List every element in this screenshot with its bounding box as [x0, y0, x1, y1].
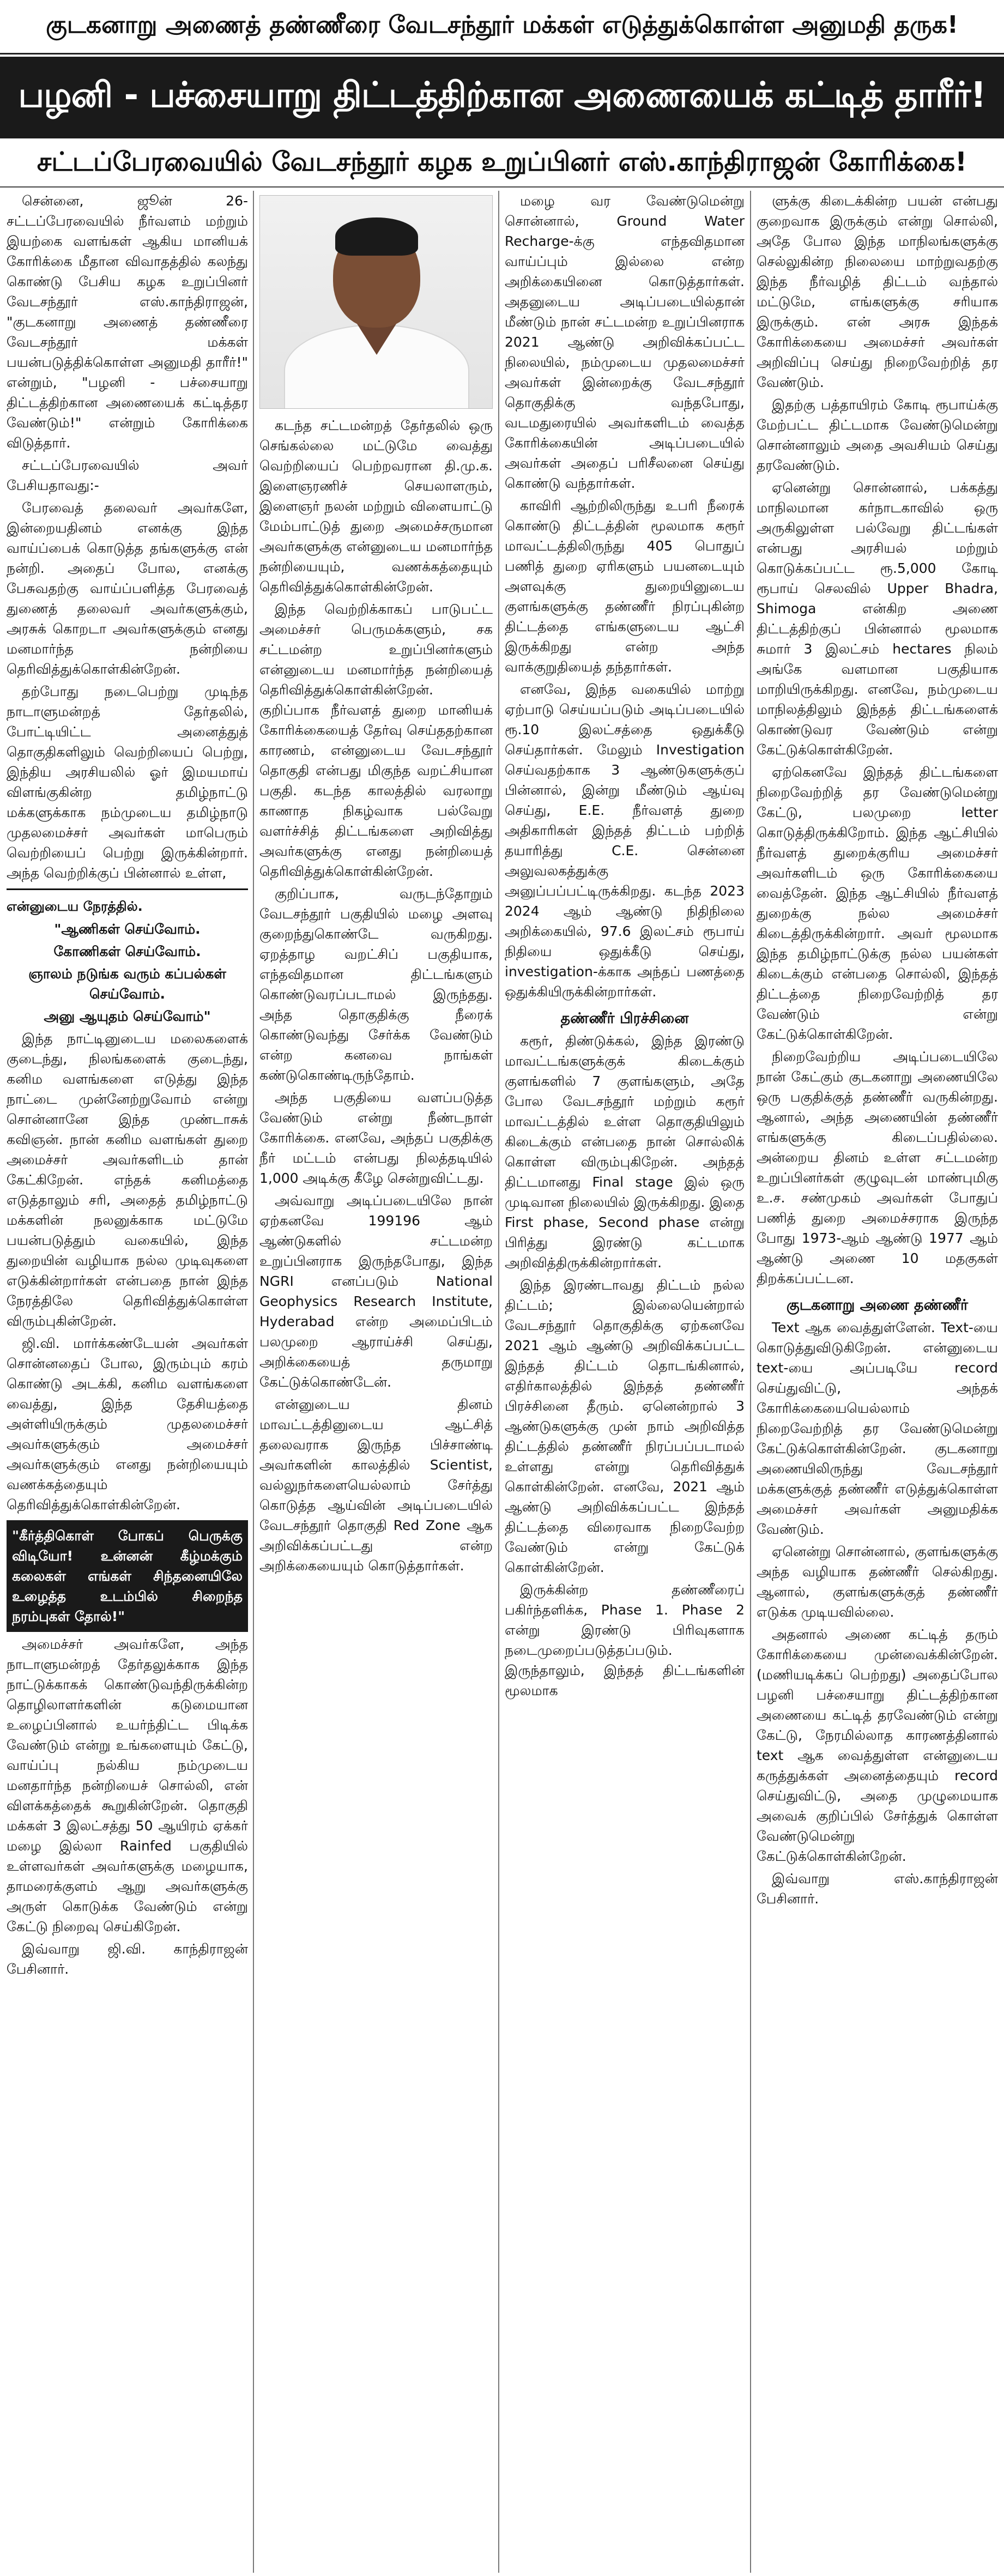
- paragraph: காவிரி ஆற்றிலிருந்து உபரி நீரைக் கொண்டு திட்டத்தின் மூலமாக கரூர் மாவட்டத்திலிருந்து 405 பொதுப் பணித் துறை ஏரிகளும் பயனடையும் அளவுக்கு துறையினுடைய குளங்களுக்கு தண்ணீர் நிரப்புகின்ற திட்டத்தை எங்களுடைய ஆட்சி இருக்கிறது என்ற அந்த வாக்குறுதியைத் தந்தார்கள்.: [505, 498, 745, 675]
- paragraph: அமைச்சர் அவர்களே, அந்த நாடாளுமன்றத் தேர்தலுக்காக இந்த நாட்டுக்காகக் கொண்டுவந்திருக்கின்ற தொழிலாளர்களின் கடுமையான உழைப்பினால் உயர்ந்திட்ட பிடிக்க வேண்டும் என்று உங்களையும் கேட்டு, வாய்ப்பு நல்கிய நம்முடைய மனதார்ந்த நன்றியைச் சொல்லி, என் விளக்கத்தைக் கூறுகின்றேன். தொகுதி மக்கள் 3 இலட்சத்து 50 ஆயிரம் ஏக்கர் மழை இல்லா Rainfed பகுதியில் உள்ளவர்கள் அவர்களுக்கு மழையாக, தாமரைக்குளம் ஆறு அவர்களுக்கு அருள் கொடுக்க வேண்டும் என்று கேட்டு நிறைவு செய்கிறேன்.: [7, 1636, 248, 1934]
- paragraph: ஏற்கெனவே இந்தத் திட்டங்களை நிறைவேற்றித் தர வேண்டுமென்று கேட்டு, பலமுறை letter கொடுத்திருக்கிறோம். இந்த ஆட்சியில் நீர்வளத் துறைக்குரிய அமைச்சர் அவர்களிடம் ஒரு கோரிக்கையை வைத்தேன். இந்த ஆட்சியில் நீர்வளத் துறைக்கு நல்ல அமைச்சர் கிடைத்திருக்கின்றார். அவர் மூலமாக இந்த தமிழ்நாட்டுக்கு நல்ல பயன்கள் கிடைக்கும் என்பதை சொல்லி, இந்தத் திட்டத்தை நிறைவேற்றித் தர வேண்டும் என்று கேட்டுக்கொள்கிறேன்.: [757, 764, 998, 1042]
- paragraph: ஏனென்று சொன்னால், பக்கத்து மாநிலமான கர்நாடகாவில் ஒரு அருகிலுள்ள பல்வேறு திட்டங்கள் என்பது அரசியல் மற்றும் கொடுக்கப்பட்ட ரூ.5,000 கோடி ரூபாய் செலவில் Upper Bhadra, Shimoga என்கிற அணை திட்டத்திற்குப் பின்னால் மூலமாக சுமார் 3 இலட்சம் hectares நிலம் அங்கே வளமான பகுதியாக மாறியிருக்கிறது. எனவே, நம்முடைய மாநிலத்திலும் இந்தத் திட்டங்களைக் கொண்டுவர வேண்டும் என்று கேட்டுக்கொள்கிறேன்.: [757, 480, 998, 758]
- quote-line: கோணிகள் செய்வோம்.: [53, 944, 201, 959]
- paragraph: அதனால் அணை கட்டித் தரும் கோரிக்கையை முன்வைக்கின்றேன். (மணியடிக்கப் பெற்றது) அதைப்போல பழனி பச்சையாறு திட்டத்திற்கான அணையை கட்டித் தரவேண்டும் என்று கேட்டு, நேரமில்லாத காரணத்தினால் text ஆக வைத்துள்ள என்னுடைய கருத்துக்கள் அனைத்தையும் record செய்துவிட்டு, அதை முழுமையாக அவைக் குறிப்பில் சேர்த்துக் கொள்ள வேண்டுமென்று கேட்டுக்கொள்கின்றேன்.: [757, 1626, 998, 1864]
- paragraph: கடந்த சட்டமன்றத் தேர்தலில் ஒரு செங்கல்லை மட்டுமே வைத்து வெற்றியைப் பெற்றவரான தி.மு.க. இளைஞரணிச் செயலாளரும், இளைஞர் நலன் மற்றும் விளையாட்டு மேம்பாட்டுத் துறை அமைச்சருமான அவர்களுக்கு என்னுடைய மனமார்ந்த நன்றியையும், வணக்கத்தையும் தெரிவித்துக்கொள்கின்றேன்.: [259, 418, 493, 595]
- section-subheading: குடகனாறு அணை தண்ணீர்: [786, 1297, 969, 1314]
- headline-banner: [0, 57, 1004, 138]
- paragraph: இந்த நாட்டினுடைய மலைகளைக் குடைந்து, நிலங்களைக் குடைந்து, கனிம வளங்களை எடுத்து இந்த நாட்டை முன்னேற்றுவோம் என்று சொன்னானே இந்த முண்டாசுக் கவிஞன். நான் கனிம வளங்கள் துறை அமைச்சர் அவர்களிடம் தான் கேட்கிறேன். எந்தக் கனிமத்தை எடுத்தாலும் சரி, அதைத் தமிழ்நாட்டு மக்களின் நலனுக்காக மட்டுமே பயன்படுத்தும் வகையில், இந்த துறையின் வழியாக நல்ல முடிவுகளை எடுக்கின்றார்கள் என்பதை நான் இந்த நேரத்திலே தெரிவித்துக்கொள்ள விரும்புகின்றேன்.: [7, 1031, 248, 1329]
- column-divider: [750, 191, 751, 2573]
- paragraph: ளுக்கு கிடைக்கின்ற பயன் என்பது குறைவாக இருக்கும் என்று சொல்லி, அதே போல இந்த மாநிலங்களுக்கு செல்லுகின்ற நிலையை மாற்றுவதற்கு இந்த நீர்வழித் திட்டம் வந்தால் மட்டுமே, எங்களுக்கு சரியாக இருக்கும். என் அரசு இந்தக் கோரிக்கையை அமைச்சர் அவர்கள் அறிவிப்பு செய்து நிறைவேற்றித் தர வேண்டும்.: [757, 193, 998, 390]
- paragraph: அவ்வாறு அடிப்படையிலே நான் ஏற்கனவே 199196 ஆம் ஆண்டுகளில் சட்டமன்ற உறுப்பினராக இருந்தபோது, இந்த NGRI எனப்படும் National Geophysics Research Institute, Hyderabad என்ற அமைப்பிடம் பலமுறை ஆராய்ச்சி செய்து, அறிக்கையைத் தருமாறு கேட்டுக்கொண்டேன்.: [259, 1193, 493, 1390]
- pull-quote-box: "கீர்த்திகொள் போகப் பெருக்கு விடியோ! உன்னன் கீழ்மக்கும் கலைகள் எங்கள் சிந்தனையிலே உழைத்த உடம்பில் சிறைந்த நரம்புகள் தோல்!": [7, 1520, 248, 1632]
- column-divider: [498, 191, 499, 2573]
- paragraph: குறிப்பாக, வருடந்தோறும் வேடசந்தூர் பகுதியில் மழை அளவு குறைந்துகொண்டே வருகிறது. ஏறத்தாழ வறட்சிப் பகுதியாக, எந்தவிதமான திட்டங்களும் கொண்டுவரப்படாமல் இருந்தது. அந்த தொகுதிக்கு நீரைக் கொண்டுவந்து சேர்க்க வேண்டும் என்ற கனவை நாங்கள் கண்டுகொண்டிருந்தோம்.: [259, 886, 493, 1083]
- column-3: [501, 191, 748, 2573]
- paragraph: ஏனென்று சொன்னால், குளங்களுக்கு அந்த வழியாக தண்ணீர் செல்கிறது. ஆனால், குளங்களுக்குத் தண்ணீர் எடுக்க முடியவில்லை.: [757, 1544, 998, 1620]
- paragraph: இந்த வெற்றிக்காகப் பாடுபட்ட அமைச்சர் பெருமக்களும், சக சட்டமன்ற உறுப்பினர்களும் என்னுடைய மனமார்ந்த நன்றியைத் தெரிவித்துக்கொள்கின்றேன். குறிப்பாக நீர்வளத் துறை மானியக் கோரிக்கையைத் தேர்வு செய்ததற்கான காரணம், என்னுடைய வேடசந்தூர் தொகுதி என்பது மிகுந்த வறட்சியான பகுதி. கடந்த காலத்தில் வரலாறு காணாத நிகழ்வாக பல்வேறு வளர்ச்சித் திட்டங்களை அறிவித்து அவர்களுக்கு எனது நன்றியைத் தெரிவித்துக்கொள்கின்றேன்.: [259, 601, 493, 879]
- paragraph: சட்டப்பேரவையில் அவர் பேசியதாவது:-: [7, 457, 248, 493]
- column-1: [3, 191, 251, 2573]
- hair-shape: [335, 217, 418, 256]
- strap-text: குடகனாறு அணைத் தண்ணீரை வேடசந்தூர் மக்கள் எடுத்துக்கொள்ள அனுமதி தருக!: [46, 11, 958, 39]
- paragraph: அந்த பகுதியை வளப்படுத்த வேண்டும் என்று நீண்டநாள் கோரிக்கை. எனவே, அந்தப் பகுதிக்கு நீர் மட்டம் என்பது நிலத்தடியில் 1,000 அடிக்கு கீழே சென்றுவிட்டது.: [259, 1090, 493, 1186]
- subheadline: [0, 141, 1004, 188]
- section-rule: [7, 888, 248, 890]
- quote-line: "ஆணிகள் செய்வோம்.: [54, 921, 201, 937]
- paragraph: இவ்வாறு எஸ்.காந்திராஜன் பேசினார்.: [757, 1871, 998, 1907]
- paragraph: சென்னை, ஜூன் 26- சட்டப்பேரவையில் நீர்வளம் மற்றும் இயற்கை வளங்கள் ஆகிய மானியக் கோரிக்கை மீதான விவாதத்தில் கலந்து கொண்டு பேசிய கழக உறுப்பினர் வேடசந்தூர் எஸ்.காந்திராஜன், "குடகனாறு அணைத் தண்ணீரை வேடசந்தூர் மக்கள் பயன்படுத்திக்கொள்ள அனுமதி தாரீர்!" என்றும், "பழனி - பச்சையாறு திட்டத்திற்கான அணையைக் கட்டித்தர வேண்டும்!" என்றும் கோரிக்கை விடுத்தார்.: [7, 193, 248, 451]
- paragraph: என்னுடைய தினம் மாவட்டத்தினுடைய ஆட்சித் தலைவராக இருந்த பிச்சாண்டி அவர்களின் காலத்தில் Scientist, வல்லுநர்களையெல்லாம் சேர்த்து கொடுத்த ஆய்வின் அடிப்படையில் வேடசந்தூர் தொகுதி Red Zone ஆக அறிவிக்கப்பட்டது என்ற அறிக்கையையும் கொடுத்தார்கள்.: [259, 1396, 493, 1574]
- subhead-text: சட்டப்பேரவையில் வேடசந்தூர் கழக உறுப்பினர் எஸ்.காந்திராஜன் கோரிக்கை!: [37, 147, 967, 177]
- top-strap: [0, 0, 1004, 55]
- column-4: [753, 191, 1001, 2573]
- paragraph: பேரவைத் தலைவர் அவர்களே, இன்றையதினம் எனக்கு இந்த வாய்ப்பைக் கொடுத்த தங்களுக்கு என் நன்றி. அதைப் போல, எனக்கு பேசுவதற்கு வாய்ப்பளித்த பேரவைத் துணைத் தலைவர் அவர்களுக்கும், அரசுக் கொறடா அவர்களுக்கும் எனது மனமார்ந்த நன்றியை தெரிவித்துக்கொள்கின்றேன்.: [7, 500, 248, 677]
- section-subheading: தண்ணீர் பிரச்சினை: [560, 1010, 689, 1027]
- column-divider: [253, 191, 254, 2573]
- article-body: [0, 191, 1004, 2576]
- paragraph: Text ஆக வைத்துள்ளேன். Text-யை கொடுத்துவிடுகிறேன். என்னுடைய text-யை அப்படியே record செய்துவிட்டு, அந்தக் கோரிக்கையையெல்லாம் நிறைவேற்றித் தர வேண்டுமென்று கேட்டுக்கொள்கின்றேன். குடகனாறு அணையிலிருந்து வேடசந்தூர் மக்களுக்குத் தண்ணீர் எடுத்துக்கொள்ள அமைச்சர் அவர்கள் அனுமதிக்க வேண்டும்.: [757, 1320, 998, 1537]
- paragraph: நிறைவேற்றிய அடிப்படையிலே நான் கேட்கும் குடகனாறு அணையிலே ஒரு பகுதிக்குத் தண்ணீர் வருகின்றது. ஆனால், அந்த அணையின் தண்ணீர் எங்களுக்கு கிடைப்பதில்லை. அன்றைய தினம் உள்ள சட்டமன்ற உறுப்பினர்கள் குழுவுடன் மாண்புமிகு உ.ச. சண்முகம் அவர்கள் போதுப் பணித் துறை அமைச்சராக இருந்த போது 1973-ஆம் ஆண்டு 1977 ஆம் ஆண்டு அணை 10 மதகுகள் திறக்கப்பட்டன.: [757, 1049, 998, 1286]
- paragraph: தற்போது நடைபெற்று முடிந்த நாடாளுமன்றத் தேர்தலில், போட்டியிட்ட அனைத்துத் தொகுதிகளிலும் வெற்றியைப் பெற்று, இந்திய அரசியலில் ஓர் இமயமாய் விளங்குகின்ற தமிழ்நாட்டு மக்களுக்காக நம்முடைய தமிழ்நாடு முதலமைச்சர் அவர்கள் மாபெரும் வெற்றியைப் பெற்று இருக்கின்றார். அந்த வெற்றிக்குப் பின்னால் உள்ள,: [7, 684, 248, 881]
- paragraph: ஜி.வி. மார்க்கண்டேயன் அவர்கள் சொன்னதைப் போல, இரும்பும் கரம் கொண்டு அடக்கி, கனிம வளங்களை வைத்து, இந்த தேசியத்தை அள்ளியிருக்கும் முதலமைச்சர் அவர்களுக்கும் அமைச்சர் அவர்களுக்கும் எனது நன்றியையும் வணக்கத்தையும் தெரிவித்துக்கொள்கின்றேன்.: [7, 1335, 248, 1513]
- person-portrait-photo: [259, 195, 493, 409]
- quote-line: ஞாலம் நடுங்க வரும் கப்பல்கள் செய்வோம்.: [28, 966, 226, 1002]
- paragraph: கரூர், திண்டுக்கல், இந்த இரண்டு மாவட்டங்களுக்குக் கிடைக்கும் குளங்களில் 7 குளங்களும், அதே போல வேடசந்தூர் மற்றும் கரூர் மாவட்டத்தில் உள்ள தொகுதியிலும் கிடைக்கும் என்பதை நான் சொல்லிக் கொள்ள விரும்புகிறேன். அந்தத் திட்டமானது Final stage இல் ஒரு முடிவான நிலையில் இருக்கிறது. இதை First phase, Second phase என்று பிரித்து இரண்டு கட்டமாக அறிவித்திருக்கின்றார்கள்.: [505, 1033, 745, 1271]
- paragraph: இந்த இரண்டாவது திட்டம் நல்ல திட்டம்; இல்லையென்றால் வேடசந்தூர் தொகுதிக்கு ஏற்கனவே 2021 ஆம் ஆண்டு அறிவிக்கப்பட்ட இந்தத் திட்டம் தொடங்கினால், எதிர்காலத்தில் இந்தத் தண்ணீர் பிரச்சினை தீரும். ஏனென்றால் 3 ஆண்டுகளுக்கு முன் நாம் அறிவித்த திட்டத்தில் தண்ணீர் நிரப்பப்படாமல் உள்ளது என்று தெரிவித்துக் கொள்கின்றேன். எனவே, 2021 ஆம் ஆண்டு அறிவிக்கப்பட்ட இந்தத் திட்டத்தை விரைவாக நிறைவேற்ற வேண்டும் என்று கேட்டுக் கொள்கின்றேன்.: [505, 1277, 745, 1575]
- quote-line: அனு ஆயுதம் செய்வோம்": [44, 1008, 211, 1024]
- headline-text: பழனி - பச்சையாறு திட்டத்திற்கான அணையைக் கட்டித் தாரீர்!: [18, 75, 986, 116]
- paragraph: மழை வர வேண்டுமென்று சொன்னால், Ground Water Recharge-க்கு எந்தவிதமான வாய்ப்பும் இல்லை என்ற அறிக்கையினை கொடுத்தார்கள். அதனுடைய அடிப்படையில்தான் மீண்டும் நான் சட்டமன்ற உறுப்பினராக 2021 ஆண்டு அறிவிக்கப்பட்ட நிலையில், நம்முடைய முதலமைச்சர் அவர்கள் இன்றைக்கு வேடசந்தூர் தொகுதிக்கு வந்தபோது, வடமதுரையில் அவர்களிடம் வைத்த கோரிக்கையின் அடிப்படையில் அவர்கள் அதைப் பரிசீலனை செய்து கொண்டு வந்தார்கள்.: [505, 193, 745, 491]
- column-2: [256, 191, 496, 2573]
- paragraph: இவ்வாறு ஜி.வி. காந்திராஜன் பேசினார்.: [7, 1941, 248, 1977]
- kicker: என்னுடைய நேரத்தில்.: [7, 899, 143, 914]
- paragraph: எனவே, இந்த வகையில் மாற்று ஏற்பாடு செய்யப்படும் அடிப்படையில் ரூ.10 இலட்சத்தை ஒதுக்கீடு செய்தார்கள். மேலும் Investigation செய்வதற்காக 3 ஆண்டுகளுக்குப் பின்னால், இன்று மீண்டும் ஆய்வு செய்து, E.E. நீர்வளத் துறை அதிகாரிகள் இந்தத் திட்டம் பற்றித் தயாரித்து C.E. சென்னை அலுவலகத்துக்கு அனுப்பப்பட்டிருக்கிறது. கடந்த 2023 2024 ஆம் ஆண்டு நிதிநிலை அறிக்கையில், 97.6 இலட்சம் ரூபாய் நிதியை ஒதுக்கீடு செய்து, investigation-க்காக அந்தப் பணத்தை ஒதுக்கியிருக்கின்றார்கள்.: [505, 681, 745, 1000]
- paragraph: இருக்கின்ற தண்ணீரைப் பகிர்ந்தளிக்க, Phase 1. Phase 2 என்று இரண்டு பிரிவுகளாக நடைமுறைப்படுத்தப்படும். இருந்தாலும், இந்தத் திட்டங்களின் மூலமாக: [505, 1582, 745, 1698]
- paragraph: இதற்கு பத்தாயிரம் கோடி ரூபாய்க்கு மேற்பட்ட திட்டமாக வேண்டுமென்று சொன்னாலும் அதை அவசியம் செய்து தரவேண்டும்.: [757, 397, 998, 473]
